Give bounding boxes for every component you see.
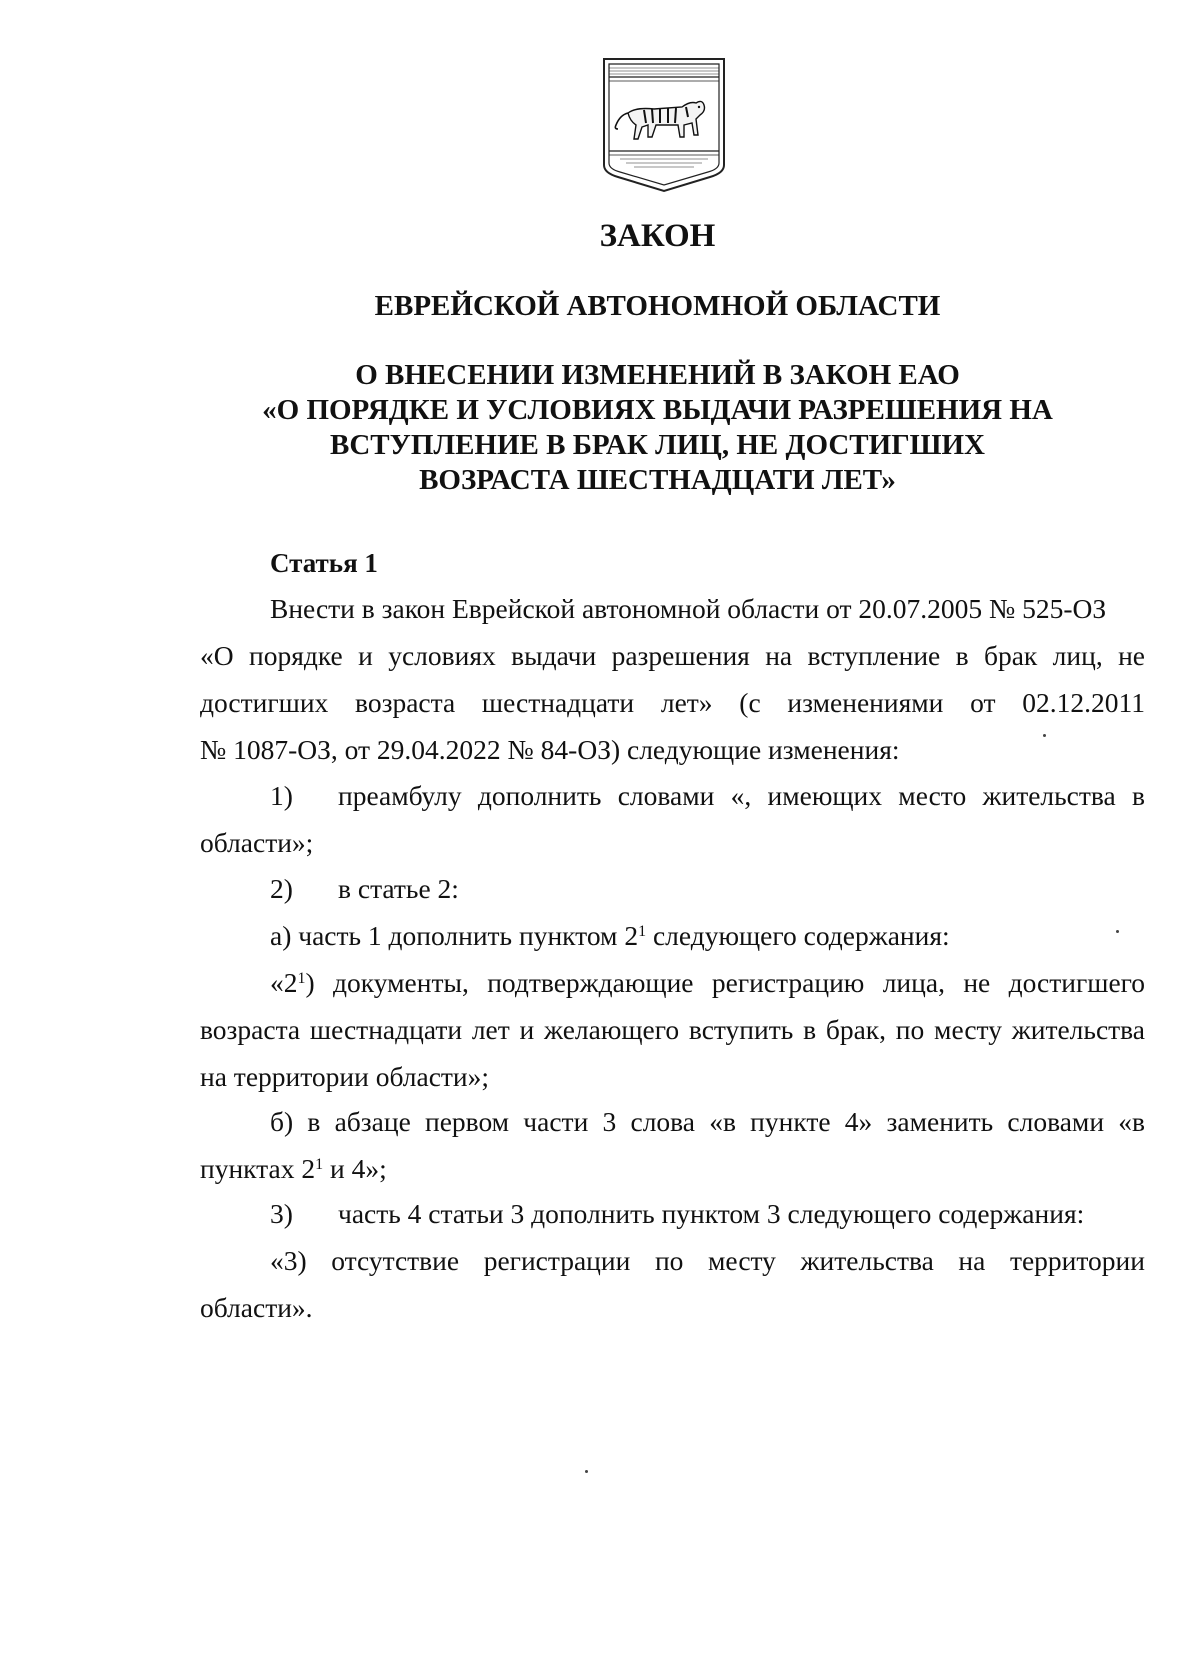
item-text: преамбулу дополнить словами «, имеющих место жительства в: [338, 780, 1145, 811]
subject-line: О ВНЕСЕНИИ ИЗМЕНЕНИЙ В ЗАКОН ЕАО: [355, 359, 960, 391]
sub-item-text: и 4»;: [323, 1153, 387, 1184]
list-item: [200, 865, 1145, 912]
sub-item-text: а) часть 1 дополнить пунктом 2: [270, 920, 639, 951]
scan-speck: [585, 1470, 588, 1473]
list-item: [200, 1190, 1145, 1237]
subject-line: ВОЗРАСТА ШЕСТНАДЦАТИ ЛЕТ»: [419, 464, 896, 496]
article-intro: [200, 585, 1145, 773]
item-text: в статье 2:: [338, 873, 459, 904]
quote-open: «2: [270, 967, 298, 998]
sub-item-text: б) в абзаце первом части 3 слова «в пункте 4» заменить словами «в: [270, 1106, 1145, 1137]
sub-item-a: [200, 912, 1145, 959]
sub-item-b: [200, 1098, 1145, 1192]
quoted-text: [200, 959, 1145, 1100]
region-title: ЕВРЕЙСКОЙ АВТОНОМНОЙ ОБЛАСТИ: [374, 290, 941, 322]
subject-line: ВСТУПЛЕНИЕ В БРАК ЛИЦ, НЕ ДОСТИГШИХ: [330, 429, 985, 461]
law-title: ЗАКОН: [599, 218, 716, 254]
superscript: 1: [638, 923, 647, 940]
scan-speck: [1116, 930, 1119, 933]
item-number: 3): [270, 1198, 293, 1229]
coat-of-arms-tiger-icon: [600, 55, 728, 193]
quote-line: «3) отсутствие регистрации по месту жительства на территории: [270, 1245, 1145, 1276]
sub-item-text: пунктах 2: [200, 1153, 316, 1184]
intro-line: № 1087-ОЗ, от 29.04.2022 № 84-ОЗ) следующие изменения:: [200, 734, 900, 765]
quoted-text: [200, 1237, 1145, 1331]
subject-line: «О ПОРЯДКЕ И УСЛОВИЯХ ВЫДАЧИ РАЗРЕШЕНИЯ НА: [262, 394, 1053, 426]
intro-line: Внести в закон Еврейской автономной области от 20.07.2005 № 525-ОЗ: [270, 593, 1107, 624]
item-text: часть 4 статьи 3 дополнить пунктом 3 следующего содержания:: [338, 1198, 1085, 1229]
quote-text: ) документы, подтверждающие регистрацию лица, не достигшего: [305, 967, 1145, 998]
quote-line: области».: [200, 1292, 313, 1323]
article-heading: Статья 1: [270, 548, 378, 578]
list-item: [200, 772, 1145, 866]
scan-speck: [1043, 734, 1046, 737]
item-number: 1): [270, 780, 293, 811]
quote-line: на территории области»;: [200, 1061, 490, 1092]
intro-line: достигших возраста шестнадцати лет» (с изменениями от 02.12.2011: [200, 687, 1145, 718]
superscript: 1: [297, 970, 306, 987]
item-text-continuation: области»;: [200, 827, 314, 858]
sub-item-text: следующего содержания:: [646, 920, 950, 951]
intro-line: «О порядке и условиях выдачи разрешения на вступление в брак лиц, не: [200, 640, 1145, 671]
law-subject: [170, 358, 1145, 498]
superscript: 1: [315, 1156, 324, 1173]
item-number: 2): [270, 873, 293, 904]
quote-line: возраста шестнадцати лет и желающего вступить в брак, по месту жительства: [200, 1014, 1145, 1045]
